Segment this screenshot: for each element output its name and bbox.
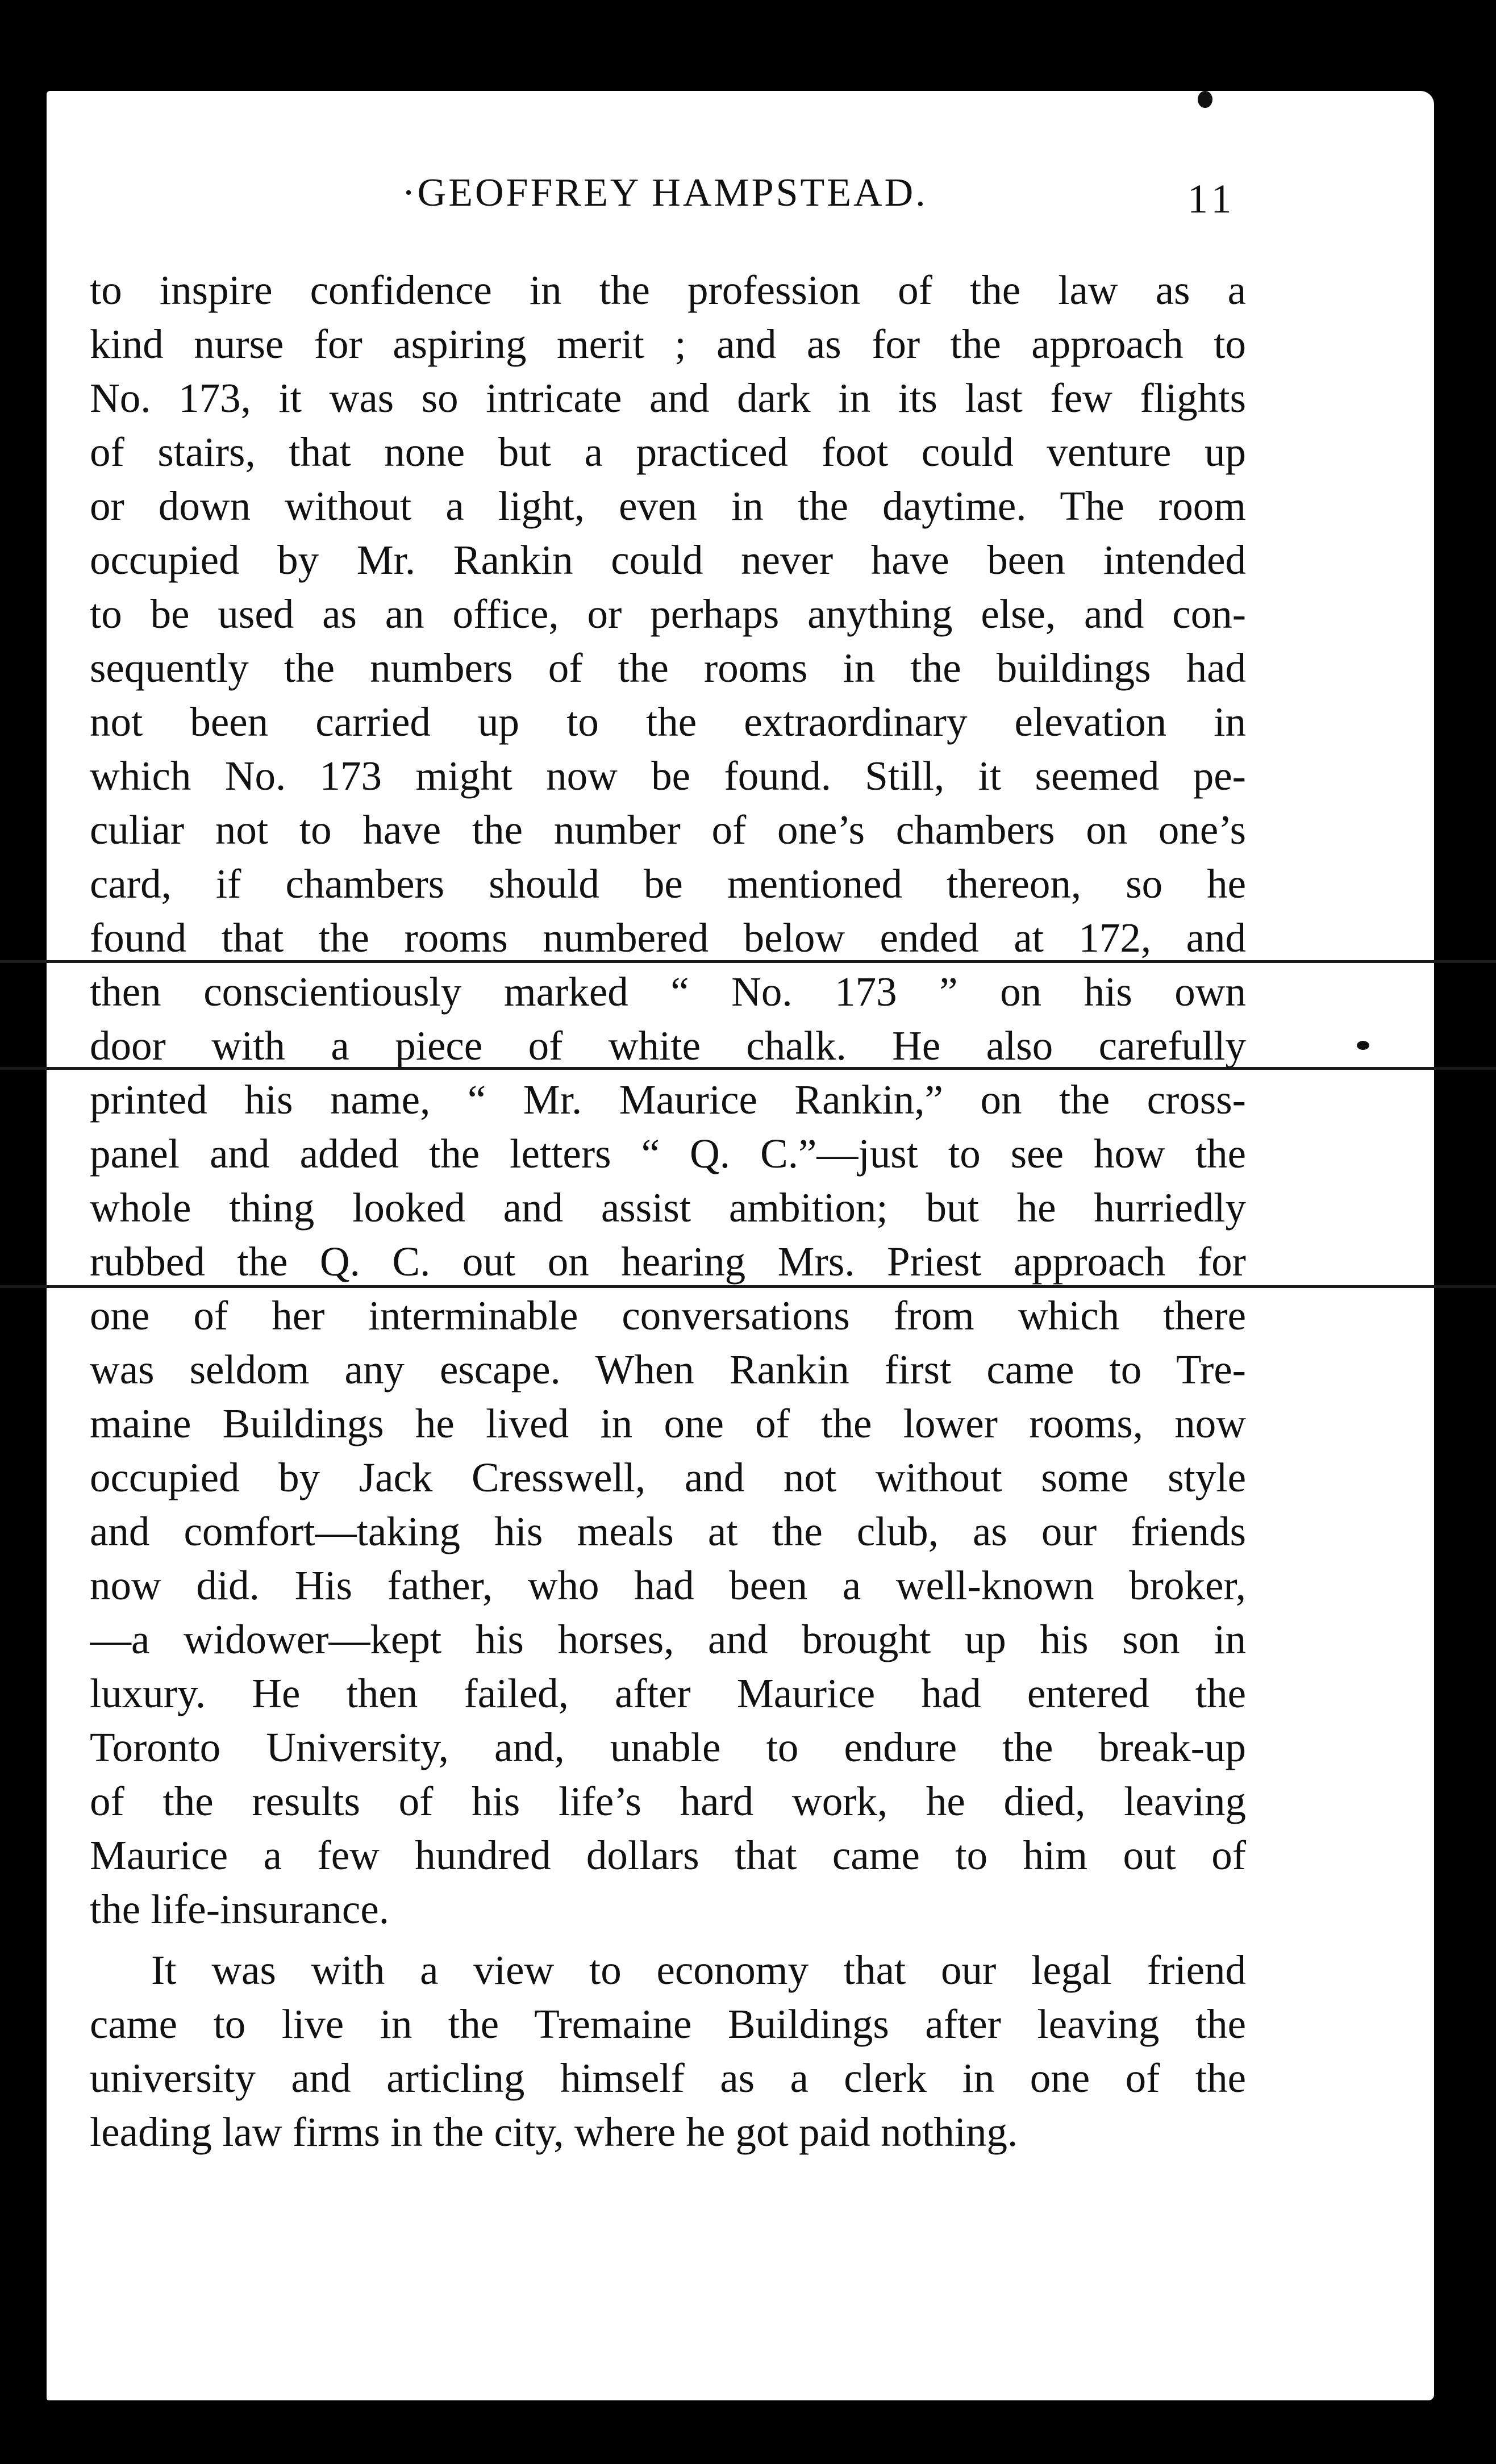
text-line: of the results of his life’s hard work, he died, leaving: [90, 1778, 1246, 1824]
ink-speck: [1357, 1041, 1369, 1050]
text-line: sequently the numbers of the rooms in the buildings had: [90, 645, 1246, 691]
running-header: [0, 165, 1496, 222]
text-line: maine Buildings he lived in one of the lower rooms, now: [90, 1400, 1246, 1446]
text-line: and comfort—taking his meals at the club, as our friends: [90, 1508, 1246, 1554]
text-line: to be used as an office, or perhaps anything else, and con-: [90, 591, 1246, 637]
text-line: panel and added the letters “ Q. C.”—just to see how the: [90, 1131, 1246, 1177]
text-line: one of her interminable conversations from which there: [90, 1293, 1246, 1339]
text-line: No. 173, it was so intricate and dark in its last few flights: [90, 375, 1246, 421]
text-line: university and articling himself as a clerk in one of the: [90, 2055, 1246, 2101]
paragraph-gap: [90, 1936, 1246, 1943]
text-line: now did. His father, who had been a well-known broker,: [90, 1562, 1246, 1608]
text-line: It was with a view to economy that our legal friend: [151, 1947, 1246, 1993]
text-line: occupied by Jack Cresswell, and not without some style: [90, 1454, 1246, 1500]
text-line: whole thing looked and assist ambition; but he hurriedly: [90, 1185, 1246, 1231]
text-line: to inspire confidence in the profession of the law as a: [90, 267, 1246, 313]
text-line: printed his name, “ Mr. Maurice Rankin,” on the cross-: [90, 1077, 1246, 1123]
ink-speck: [1198, 91, 1212, 108]
page-number: 11: [1187, 176, 1236, 222]
paragraph: [90, 263, 1246, 1936]
text-line: Maurice a few hundred dollars that came to him out of: [90, 1832, 1246, 1878]
text-line: rubbed the Q. C. out on hearing Mrs. Priest approach for: [90, 1239, 1246, 1285]
text-line: card, if chambers should be mentioned thereon, so he: [90, 861, 1246, 907]
text-line: door with a piece of white chalk. He also carefully: [90, 1023, 1246, 1069]
paragraph: [90, 1943, 1246, 2159]
text-line: was seldom any escape. When Rankin first came to Tre-: [90, 1346, 1246, 1392]
text-line: leading law firms in the city, where he got paid nothing.: [90, 2109, 1018, 2155]
running-title: ·GEOFFREY HAMPSTEAD.: [402, 171, 928, 215]
text-line: —a widower—kept his horses, and brought up his son in: [90, 1616, 1246, 1662]
text-line: of stairs, that none but a practiced foot could venture up: [90, 429, 1246, 475]
text-line: kind nurse for aspiring merit ; and as for the approach to: [90, 321, 1246, 367]
text-line: luxury. He then failed, after Maurice had entered the: [90, 1670, 1246, 1716]
text-line: not been carried up to the extraordinary elevation in: [90, 699, 1246, 745]
text-line: found that the rooms numbered below ended at 172, and: [90, 915, 1246, 961]
text-line: the life-insurance.: [90, 1886, 389, 1932]
text-line: Toronto University, and, unable to endure the break-up: [90, 1724, 1246, 1770]
text-line: which No. 173 might now be found. Still, it seemed pe-: [90, 753, 1246, 799]
text-line: culiar not to have the number of one’s chambers on one’s: [90, 807, 1246, 853]
text-line: came to live in the Tremaine Buildings after leaving the: [90, 2001, 1246, 2047]
text-line: or down without a light, even in the daytime. The room: [90, 483, 1246, 529]
body-text: [90, 263, 1246, 2159]
text-line: then conscientiously marked “ No. 173 ” on his own: [90, 969, 1246, 1015]
text-line: occupied by Mr. Rankin could never have been intended: [90, 537, 1246, 583]
